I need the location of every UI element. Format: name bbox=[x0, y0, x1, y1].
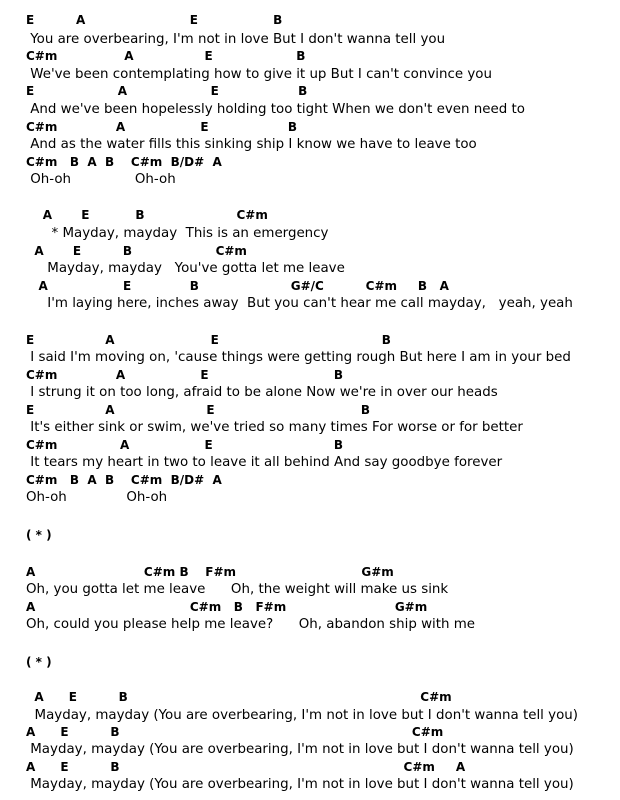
chord-line: E A E B bbox=[26, 13, 283, 27]
chord-line: C#m A E B bbox=[26, 120, 298, 134]
lyric-line: * Mayday, mayday This is an emergency bbox=[26, 226, 329, 241]
chord-line: A E B C#m bbox=[26, 244, 247, 258]
chord-line: E A E B bbox=[26, 84, 308, 98]
chord-line: C#m A E B bbox=[26, 368, 344, 382]
lyric-line: I'm laying here, inches away But you can't hear me call mayday, yeah, yeah bbox=[26, 296, 573, 311]
chord-line: C#m B A B C#m B/D# A bbox=[26, 155, 222, 169]
lyric-line: We've been contemplating how to give it up But I can't convince you bbox=[26, 67, 492, 82]
chord-line: A E B C#m bbox=[26, 208, 268, 222]
lyric-line: It tears my heart in two to leave it all behind And say goodbye forever bbox=[26, 455, 503, 470]
lyric-line: And we've been hopelessly holding too tight When we don't even need to bbox=[26, 102, 525, 117]
lyric-line: Mayday, mayday (You are overbearing, I'm not in love but I don't wanna tell you) bbox=[26, 708, 578, 723]
chorus-marker: ( * ) bbox=[26, 528, 52, 542]
chord-line: C#m A E B bbox=[26, 49, 306, 63]
chord-line: A E B C#m bbox=[26, 725, 444, 739]
chorus-marker: ( * ) bbox=[26, 655, 52, 669]
lyric-line: Mayday, mayday You've gotta let me leave bbox=[26, 261, 345, 276]
chord-line: A C#m B F#m G#m bbox=[26, 600, 428, 614]
lyric-line: Mayday, mayday (You are overbearing, I'm not in love but I don't wanna tell you) bbox=[26, 742, 574, 757]
chord-line: C#m B A B C#m B/D# A bbox=[26, 473, 222, 487]
lyric-line: You are overbearing, I'm not in love But I don't wanna tell you bbox=[26, 32, 446, 47]
lyric-line: Oh-oh Oh-oh bbox=[26, 490, 168, 505]
chord-line: A C#m B F#m G#m bbox=[26, 565, 394, 579]
lyric-line: I said I'm moving on, 'cause things were getting rough But here I am in your bed bbox=[26, 350, 571, 365]
lyric-line: Oh-oh Oh-oh bbox=[26, 172, 176, 187]
lyric-line: I strung it on too long, afraid to be alone Now we're in over our heads bbox=[26, 385, 498, 400]
chord-line: E A E B bbox=[26, 403, 370, 417]
chord-line: A E B G#/C C#m B A bbox=[26, 279, 449, 293]
chord-line: C#m A E B bbox=[26, 438, 344, 452]
chord-line: A E B C#m A bbox=[26, 760, 466, 774]
lyric-line: Oh, you gotta let me leave Oh, the weight will make us sink bbox=[26, 582, 449, 597]
chord-line: A E B C#m bbox=[26, 690, 452, 704]
lyric-line: Mayday, mayday (You are overbearing, I'm not in love but I don't wanna tell you) bbox=[26, 777, 574, 792]
chord-line: E A E B bbox=[26, 333, 391, 347]
lyric-line: It's either sink or swim, we've tried so many times For worse or for better bbox=[26, 420, 523, 435]
lyric-line: Oh, could you please help me leave? Oh, abandon ship with me bbox=[26, 617, 476, 632]
lyric-line: And as the water fills this sinking ship I know we have to leave too bbox=[26, 137, 477, 152]
